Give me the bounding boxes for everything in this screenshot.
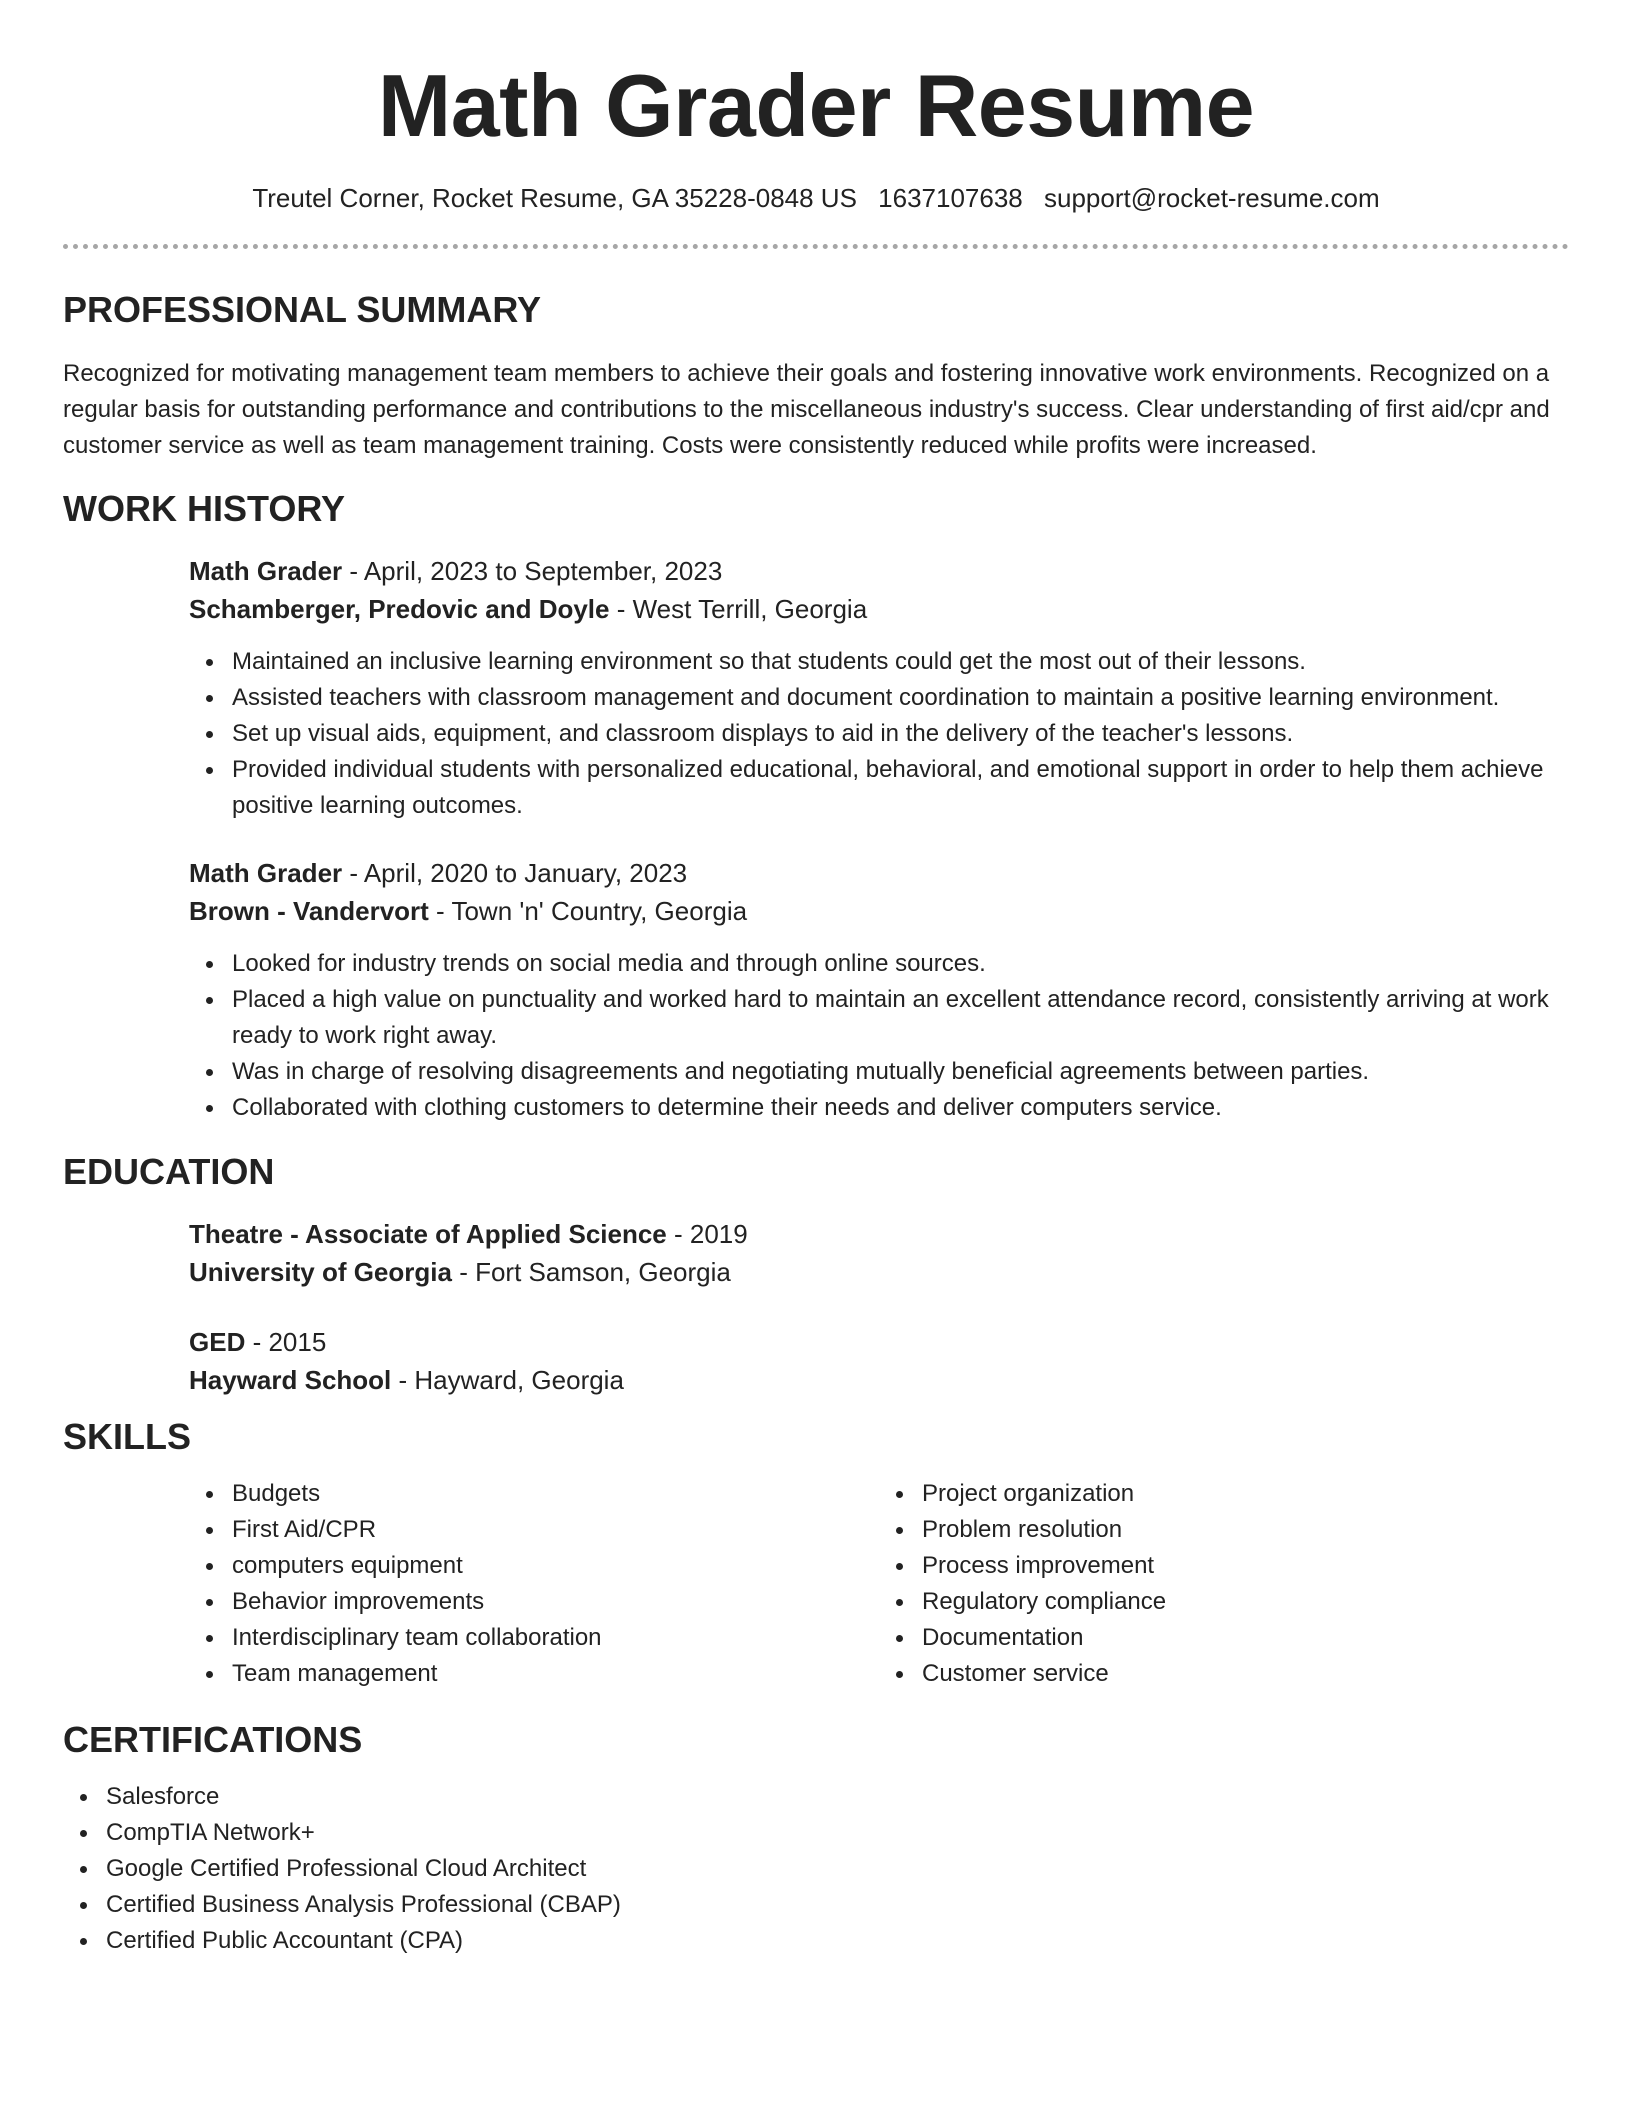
job-dates: - April, 2020 to January, 2023 [342, 858, 688, 888]
school-line [189, 1361, 1569, 1399]
job-role: Math Grader [189, 858, 343, 888]
skill-item: computers equipment [232, 1548, 879, 1584]
work-history-heading: WORK HISTORY [63, 488, 346, 529]
skill-item: Budgets [232, 1476, 879, 1512]
contact-line [63, 182, 1569, 214]
skill-item: Documentation [922, 1620, 1569, 1656]
job-role: Math Grader [189, 556, 343, 586]
job-title-line [189, 854, 1569, 892]
summary-section [63, 288, 1569, 464]
job-duty: Provided individual students with personalized educational, behavioral, and emotional support in order to help them achieve positive learning outcomes. [232, 752, 1569, 824]
education-entry [189, 1215, 1569, 1291]
job-location: - Town 'n' Country, Georgia [428, 896, 748, 926]
skills-section [63, 1415, 1569, 1692]
skill-item: Process improvement [922, 1548, 1569, 1584]
skills-list-right [879, 1476, 1569, 1692]
job-company-line [189, 590, 1569, 628]
skill-item: Behavior improvements [232, 1584, 879, 1620]
skills-list-left [189, 1476, 879, 1692]
skill-item: Project organization [922, 1476, 1569, 1512]
certification-item: Certified Business Analysis Professional (CBAP) [106, 1887, 1569, 1923]
school-location: - Hayward, Georgia [391, 1365, 624, 1395]
skill-item: Regulatory compliance [922, 1584, 1569, 1620]
job-location: - West Terrill, Georgia [609, 594, 868, 624]
job-duty: Collaborated with clothing customers to determine their needs and deliver computers service. [232, 1090, 1569, 1126]
skill-item: Customer service [922, 1656, 1569, 1692]
job-duty: Maintained an inclusive learning environment so that students could get the most out of their lessons. [232, 644, 1569, 680]
contact-email: support@rocket-resume.com [1044, 183, 1380, 213]
job-company: Brown - Vandervort [189, 896, 429, 926]
skill-item: Interdisciplinary team collaboration [232, 1620, 879, 1656]
education-heading: EDUCATION [63, 1151, 275, 1192]
header-divider [63, 244, 1569, 249]
skill-item: Problem resolution [922, 1512, 1569, 1548]
certifications-section [63, 1718, 1569, 1959]
degree-line [189, 1323, 1569, 1361]
certification-item: Google Certified Professional Cloud Architect [106, 1851, 1569, 1887]
job-title-line [189, 552, 1569, 590]
certification-item: Certified Public Accountant (CPA) [106, 1923, 1569, 1959]
resume-title: Math Grader Resume [377, 56, 1255, 155]
certifications-list [63, 1779, 1569, 1959]
job-duties-list [189, 946, 1569, 1126]
school-name: University of Georgia [189, 1257, 452, 1287]
school-name: Hayward School [189, 1365, 392, 1395]
job-entry [189, 854, 1569, 1126]
degree-year: - 2019 [666, 1219, 748, 1249]
degree-name: GED [189, 1327, 246, 1357]
school-line [189, 1253, 1569, 1291]
education-section [63, 1150, 1569, 1399]
job-dates: - April, 2023 to September, 2023 [342, 556, 723, 586]
certification-item: Salesforce [106, 1779, 1569, 1815]
skill-item: Team management [232, 1656, 879, 1692]
skills-heading: SKILLS [63, 1416, 192, 1457]
degree-name: Theatre - Associate of Applied Science [189, 1219, 667, 1249]
job-duties-list [189, 644, 1569, 824]
school-location: - Fort Samson, Georgia [451, 1257, 731, 1287]
summary-heading: PROFESSIONAL SUMMARY [63, 289, 542, 330]
certification-item: CompTIA Network+ [106, 1815, 1569, 1851]
degree-line [189, 1215, 1569, 1253]
job-entry [189, 552, 1569, 824]
skill-item: First Aid/CPR [232, 1512, 879, 1548]
job-duty: Placed a high value on punctuality and worked hard to maintain an excellent attendance record, consistently arriving at work ready to work right away. [232, 982, 1569, 1054]
job-duty: Was in charge of resolving disagreements and negotiating mutually beneficial agreements between parties. [232, 1054, 1569, 1090]
summary-text: Recognized for motivating management team members to achieve their goals and fostering innovative work environments. Recognized on a regular basis for outstanding performance and contributions to the miscellaneous industry's success. Clear understanding of first aid/cpr and customer service as well as team management training. Costs were consistently reduced while profits were increased. [63, 360, 1550, 459]
job-duty: Set up visual aids, equipment, and classroom displays to aid in the delivery of the teacher's lessons. [232, 716, 1569, 752]
contact-address: Treutel Corner, Rocket Resume, GA 35228-0848 US [252, 183, 857, 213]
work-history-section [63, 487, 1569, 1126]
degree-year: - 2015 [245, 1327, 327, 1357]
job-duty: Assisted teachers with classroom management and document coordination to maintain a positive learning environment. [232, 680, 1569, 716]
job-company-line [189, 892, 1569, 930]
contact-phone: 1637107638 [878, 183, 1023, 213]
education-entry [189, 1323, 1569, 1399]
skills-columns [189, 1476, 1569, 1692]
certifications-heading: CERTIFICATIONS [63, 1719, 363, 1760]
job-duty: Looked for industry trends on social media and through online sources. [232, 946, 1569, 982]
job-company: Schamberger, Predovic and Doyle [189, 594, 610, 624]
